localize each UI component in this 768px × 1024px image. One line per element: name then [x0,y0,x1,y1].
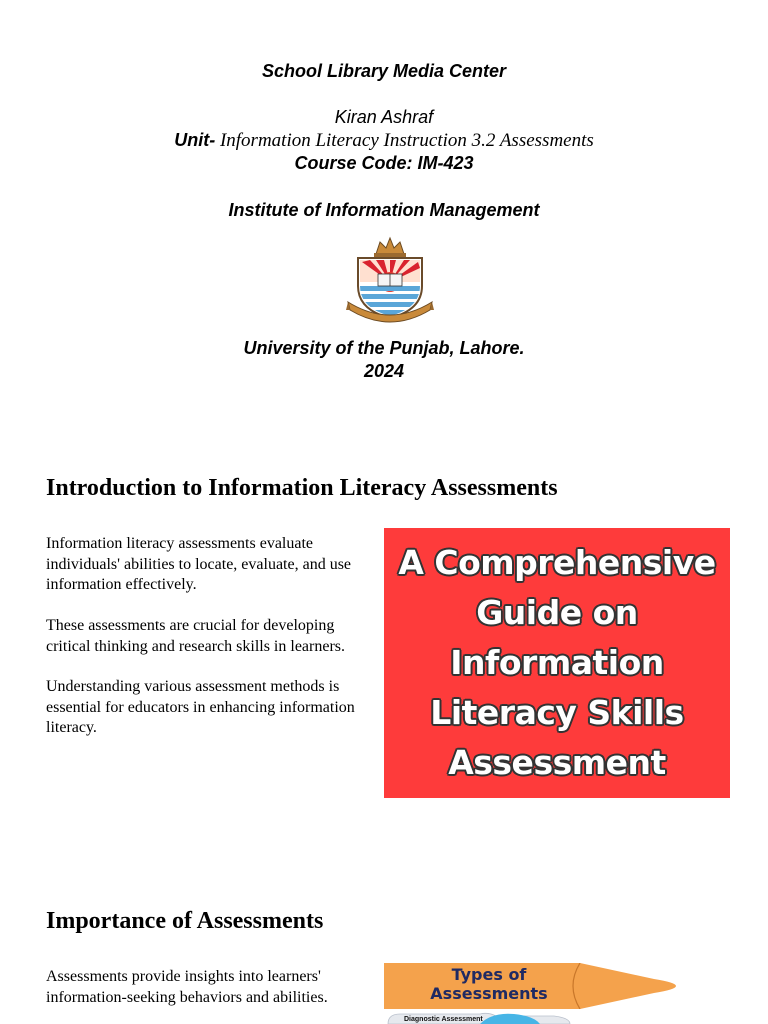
guide-cover-image [384,528,730,798]
importance-paragraph-1: Assessments provide insights into learners' information-seeking behaviors and abilities. [46,968,328,1006]
institute-name: Institute of Information Management [228,200,540,220]
types-of-assessments-graphic [384,963,700,1009]
center-name: School Library Media Center [261,61,507,81]
unit-title: Information Literacy Instruction 3.2 Assessments [215,130,594,151]
guide-cover-text [384,538,730,788]
section-heading-importance: Importance of Assessments [46,908,324,934]
guide-line-3: Literacy Skills [430,693,684,732]
diagnostic-assessment-strip [384,1012,574,1024]
diagnostic-caption: Diagnostic Assessment [404,1016,483,1023]
types-title-line-2: Assessments [430,984,548,1003]
types-title-line-1: Types of [451,965,527,984]
intro-paragraph-2: These assessments are crucial for developing critical thinking and research skills in learners. [46,617,346,655]
university-name: University of the Punjab, Lahore. [243,338,525,358]
university-crest-logo [346,236,434,328]
guide-line-2: Guide on Information [450,593,664,682]
intro-paragraph-1: Information literacy assessments evaluate individuals' abilities to locate, evaluate, and use information effectively. [46,535,352,593]
intro-paragraph-3: Understanding various assessment methods is essential for educators in enhancing information literacy. [46,678,355,736]
cover-year: 2024 [363,361,405,381]
unit-prefix: Unit- [174,130,216,150]
unit-line [0,129,768,152]
section-heading-introduction: Introduction to Information Literacy Assessments [46,475,558,501]
types-title [384,965,594,1003]
guide-line-4: Assessment [448,743,666,782]
course-code: Course Code: IM-423 [294,153,474,173]
author-name: Kiran Ashraf [334,107,434,127]
guide-line-1: A Comprehensive [398,543,716,582]
